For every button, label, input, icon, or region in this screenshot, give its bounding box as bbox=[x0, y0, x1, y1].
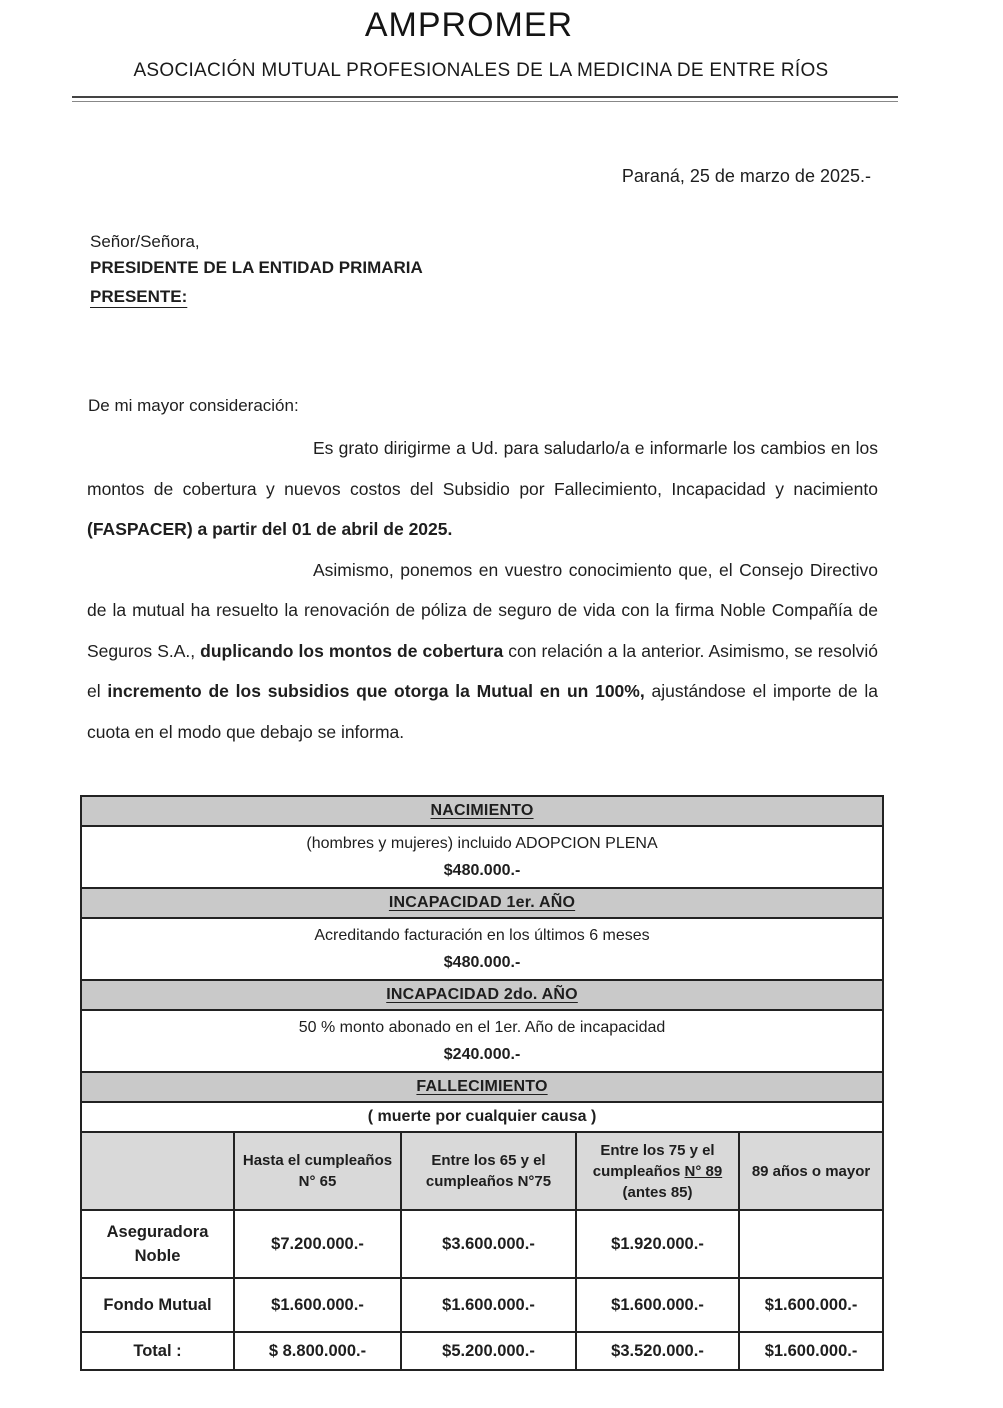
column-header-75-89-note: (antes 85) bbox=[622, 1183, 693, 1201]
fallecimiento-header bbox=[81, 1072, 883, 1102]
row-label-total: Total : bbox=[81, 1332, 234, 1370]
header-rule bbox=[72, 96, 898, 98]
paragraph-2-text-3: ajustándose el importe de la cuota en el modo que debajo se informa. bbox=[87, 681, 878, 742]
incapacidad-2-body bbox=[81, 1010, 883, 1072]
table-row bbox=[81, 1332, 883, 1370]
row-label-fondo-mutual: Fondo Mutual bbox=[81, 1278, 234, 1332]
fallecimiento-subtitle: ( muerte por cualquier causa ) bbox=[81, 1102, 883, 1132]
paragraph-2-bold-2: incremento de los subsidios que otorga la Mutual en un 100%, bbox=[107, 681, 645, 701]
paragraph-1-bold: (FASPACER) a partir del 01 de abril de 2025. bbox=[87, 519, 453, 539]
dateline: Paraná, 25 de marzo de 2025.- bbox=[621, 166, 871, 186]
cell-amount: $3.520.000.- bbox=[576, 1332, 739, 1370]
greeting: De mi mayor consideración: bbox=[88, 396, 299, 415]
incapacidad-1-title: INCAPACIDAD 1er. AÑO bbox=[388, 894, 576, 911]
fallecimiento-title: FALLECIMIENTO bbox=[416, 1078, 548, 1095]
paragraph-2-bold-1: duplicando los montos de cobertura bbox=[200, 640, 504, 661]
org-full-name: ASOCIACIÓN MUTUAL PROFESIONALES DE LA MEDICINA DE ENTRE RÍOS bbox=[133, 60, 829, 81]
letter-body bbox=[87, 428, 878, 752]
recipient: PRESIDENTE DE LA ENTIDAD PRIMARIA bbox=[90, 258, 423, 277]
nacimiento-body bbox=[81, 826, 883, 888]
paragraph-2 bbox=[87, 550, 878, 753]
cell-amount: $3.600.000.- bbox=[401, 1210, 576, 1278]
incapacidad-2-title: INCAPACIDAD 2do. AÑO bbox=[386, 986, 578, 1003]
header-rule-thin bbox=[72, 101, 898, 102]
incapacidad-1-body bbox=[81, 918, 883, 980]
nacimiento-desc: (hombres y mujeres) incluido ADOPCION PLENA bbox=[306, 835, 658, 852]
cell-amount: $5.200.000.- bbox=[401, 1332, 576, 1370]
paragraph-1-text: Es grato dirigirme a Ud. para saludarlo/a e informarle los cambios en los montos de cobertura y nuevos costos del Subsidio por Fallecimiento, Incapacidad y nacimiento bbox=[87, 438, 878, 499]
cell-amount: $1.600.000.- bbox=[576, 1278, 739, 1332]
nacimiento-header bbox=[81, 796, 883, 826]
cell-amount bbox=[739, 1210, 883, 1278]
org-name: AMPROMER bbox=[364, 6, 574, 44]
incapacidad-2-amount: $240.000.- bbox=[443, 1046, 521, 1063]
paragraph-2-text-2: con relación a la anterior. Asimismo, se resolvió el bbox=[87, 640, 879, 701]
row-label-aseguradora-noble: Aseguradora Noble bbox=[81, 1210, 234, 1278]
table-row bbox=[81, 1210, 883, 1278]
table-row bbox=[81, 1278, 883, 1332]
cell-amount: $1.920.000.- bbox=[576, 1210, 739, 1278]
column-header-65-75: Entre los 65 y el cumpleaños N°75 bbox=[401, 1132, 576, 1210]
incapacidad-1-amount: $480.000.- bbox=[443, 954, 521, 971]
incapacidad-2-header bbox=[81, 980, 883, 1010]
cell-amount: $1.600.000.- bbox=[234, 1278, 401, 1332]
column-header-blank bbox=[81, 1132, 234, 1210]
nacimiento-title: NACIMIENTO bbox=[430, 802, 534, 819]
incapacidad-1-header bbox=[81, 888, 883, 918]
cell-amount: $ 8.800.000.- bbox=[234, 1332, 401, 1370]
cell-amount: $1.600.000.- bbox=[739, 1332, 883, 1370]
column-header-hasta-65: Hasta el cumpleaños N° 65 bbox=[234, 1132, 401, 1210]
paragraph-2-text-1: Asimismo, ponemos en vuestro conocimiento que, el Consejo Directivo de la mutual ha resuelto la renovación de póliza de seguro de vida con la firma Noble Compañía de Seguros S.A., bbox=[87, 559, 878, 661]
salutation: Señor/Señora, bbox=[90, 232, 200, 251]
paragraph-1 bbox=[87, 428, 878, 550]
nacimiento-amount: $480.000.- bbox=[443, 862, 521, 879]
column-header-75-89-underlined: N° 89 bbox=[684, 1162, 723, 1180]
column-header-75-89 bbox=[576, 1132, 739, 1210]
column-header-75-89-text: Entre los 75 y el cumpleaños bbox=[592, 1141, 715, 1180]
incapacidad-1-desc: Acreditando facturación en los últimos 6 meses bbox=[314, 927, 650, 944]
presente: PRESENTE: bbox=[90, 287, 188, 306]
incapacidad-2-desc: 50 % monto abonado en el 1er. Año de incapacidad bbox=[298, 1019, 666, 1036]
column-header-89-mayor: 89 años o mayor bbox=[739, 1132, 883, 1210]
cell-amount: $1.600.000.- bbox=[739, 1278, 883, 1332]
cell-amount: $1.600.000.- bbox=[401, 1278, 576, 1332]
subsidy-table bbox=[80, 795, 884, 1371]
cell-amount: $7.200.000.- bbox=[234, 1210, 401, 1278]
